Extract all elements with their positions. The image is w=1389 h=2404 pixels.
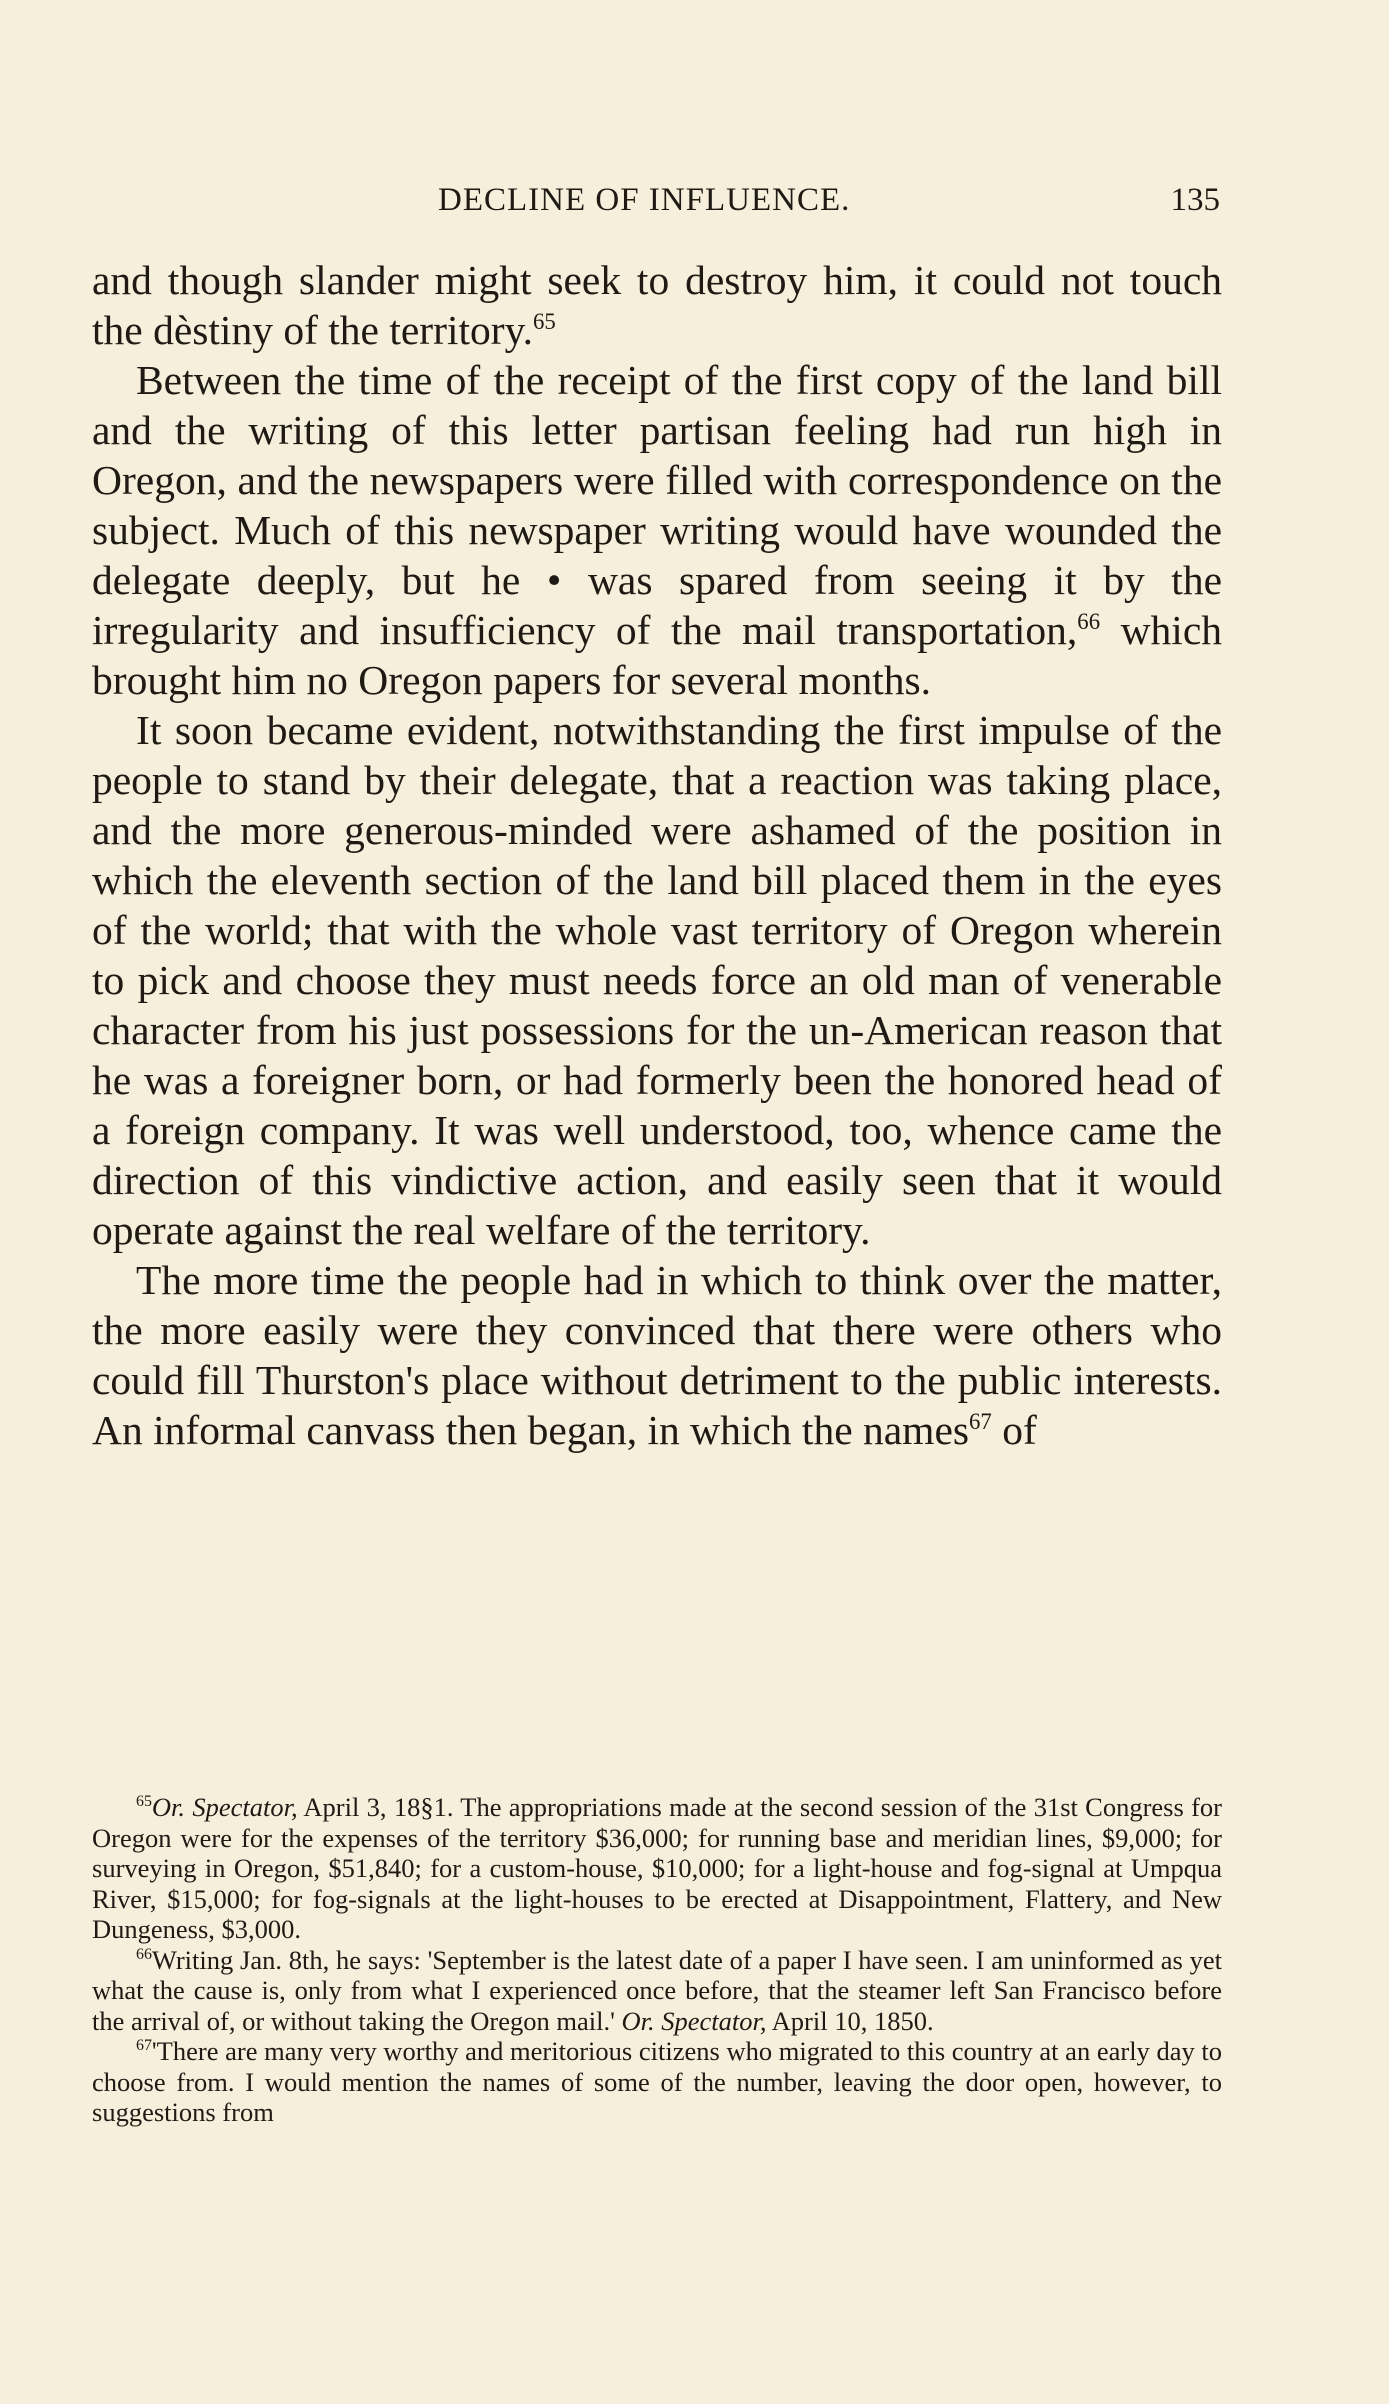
paragraph-1 <box>92 255 1222 355</box>
footnote-65 <box>92 1792 1222 1945</box>
footnotes <box>92 1792 1222 2128</box>
footnote-66-text-b: April 10, 1850. <box>766 2005 934 2036</box>
body-text <box>92 255 1222 1455</box>
paragraph-2-text-a: Between the time of the receipt of the first copy of the land bill and the writing of this letter partisan feeling had run high in Oregon, and the newspapers were filled with correspondence on the subject. Much of this newspaper writing would have wounded the delegate deeply, but he • was spared from seeing it by the irregularity and insufficiency of the mail transportation, <box>92 357 1222 653</box>
paragraph-4 <box>92 1255 1222 1455</box>
running-header <box>370 182 1220 232</box>
footnote-65-number: 65 <box>136 1793 152 1811</box>
running-title: DECLINE OF INFLUENCE. <box>438 182 851 218</box>
paragraph-3-text: It soon became evident, notwithstanding the first impulse of the people to stand by their delegate, that a reaction was taking place, and the more generous-minded were ashamed of the position in which the eleventh section of the land bill placed them in the eyes of the world; that with the whole vast territory of Oregon wherein to pick and choose they must needs force an old man of venerable character from his just possessions for the un-American reason that he was a foreigner born, or had formerly been the honored head of a foreign company. It was well understood, too, whence came the direction of this vindictive action, and easily seen that it would operate against the real welfare of the territory. <box>92 707 1222 1253</box>
footnote-66 <box>92 1945 1222 2037</box>
footnote-ref-66: 66 <box>1077 609 1101 635</box>
paragraph-3 <box>92 705 1222 1255</box>
footnote-ref-67: 67 <box>969 1409 992 1435</box>
footnote-65-source: Or. Spectator, <box>151 1792 298 1822</box>
footnote-66-text-a: Writing Jan. 8th, he says: 'September is the latest date of a paper I have seen. I am uninformed as yet what the cause is, only from what I experienced once before, that the steamer left San Francisco before the arrival of, or without taking the Oregon mail.' <box>92 1944 1222 2036</box>
footnote-66-number: 66 <box>136 1945 152 1963</box>
paragraph-2-text-b: which brought him no Oregon papers for several months. <box>92 607 1222 703</box>
footnote-67-number: 67 <box>136 2037 152 2055</box>
page-number: 135 <box>1170 182 1220 218</box>
paragraph-2 <box>92 355 1222 705</box>
footnote-67 <box>92 2036 1222 2128</box>
paragraph-4-text-b: of <box>991 1407 1037 1453</box>
footnote-66-source: Or. Spectator, <box>621 2005 767 2036</box>
footnote-67-text: 'There are many very worthy and meritorious citizens who migrated to this country at an early day to choose from. I would mention the names of some of the number, leaving the door open, however, to suggestions from <box>92 2036 1222 2127</box>
footnote-ref-65: 65 <box>533 309 556 335</box>
footnote-65-text: April 3, 18§1. The appropriations made at the second session of the 31st Congress for Oregon were for the expenses of the territory $36,000; for running base and meridian lines, $9,000; for surveying in Oregon, $51,840; for a custom-house, $10,000; for a light-house and fog-signal at Umpqua River, $15,000; for fog-signals at the light-houses to be erected at Disappointment, Flattery, and New Dungeness, $3,000. <box>92 1792 1222 1944</box>
paragraph-1-text: and though slander might seek to destroy him, it could not touch the dèstiny of the territory. <box>92 257 1222 353</box>
paragraph-4-text-a: The more time the people had in which to think over the matter, the more easily were they convinced that there were others who could fill Thurston's place without detriment to the public interests. An informal canvass then began, in which the names <box>92 1257 1222 1453</box>
